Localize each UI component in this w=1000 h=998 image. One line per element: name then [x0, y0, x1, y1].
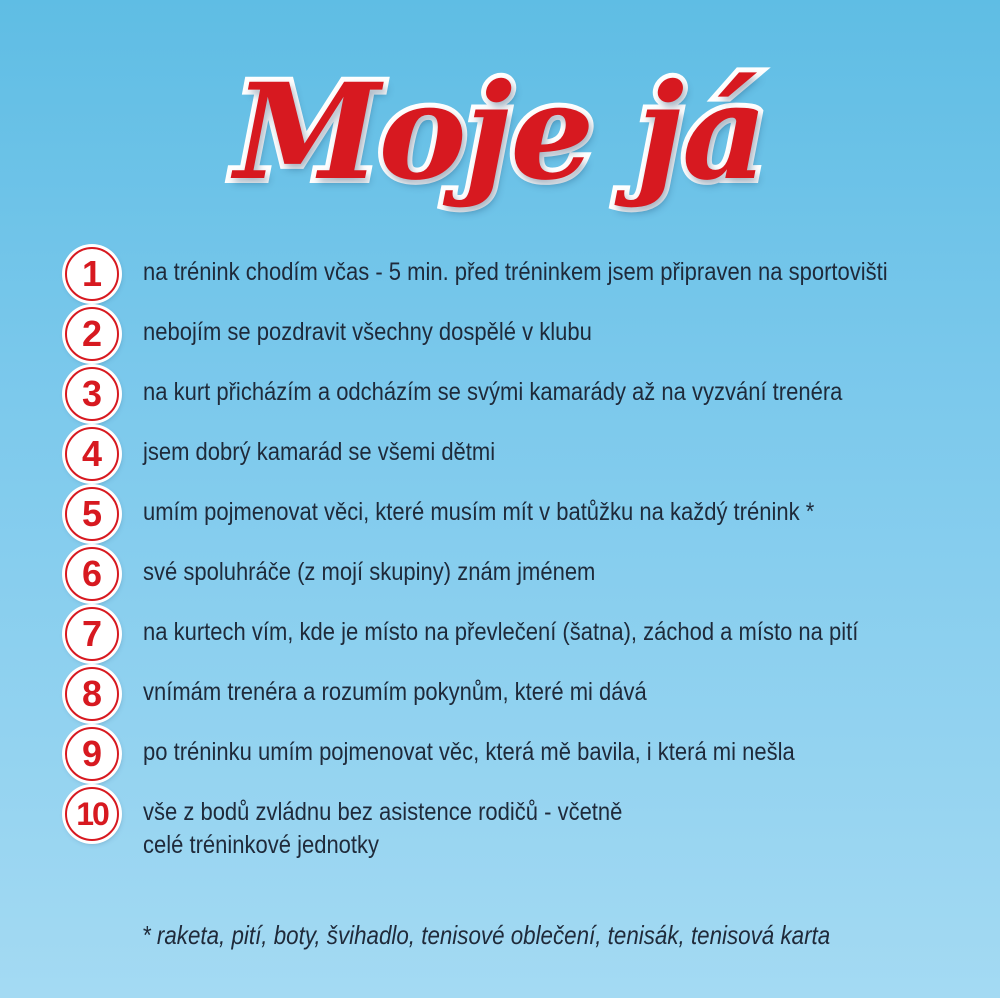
- list-item-text: na kurtech vím, kde je místo na převlečení (šatna), záchod a místo na pití: [143, 618, 859, 646]
- number-badge: 9: [65, 727, 119, 781]
- page-title: Moje já: [234, 55, 766, 210]
- number-badge: 5: [65, 487, 119, 541]
- number-badge: 7: [65, 607, 119, 661]
- number-badge: 10: [65, 787, 119, 841]
- number-badge: 8: [65, 667, 119, 721]
- list-item-text: své spoluhráče (z mojí skupiny) znám jménem: [143, 558, 596, 586]
- footnote: * raketa, pití, boty, švihadlo, tenisové oblečení, tenisák, tenisová karta: [142, 920, 831, 950]
- list-item-text: po tréninku umím pojmenovat věc, která mě bavila, i která mi nešla: [143, 738, 795, 766]
- number-badge: 6: [65, 547, 119, 601]
- list-item-text: na kurt přicházím a odcházím se svými kamarády až na vyzvání trenéra: [143, 378, 843, 406]
- number-badge: 4: [65, 427, 119, 481]
- list-item-text: vnímám trenéra a rozumím pokynům, které mi dává: [143, 678, 647, 706]
- number-badge: 2: [65, 307, 119, 361]
- list-item-text-line1: vše z bodů zvládnu bez asistence rodičů - včetně: [143, 798, 623, 826]
- list-item-text: nebojím se pozdravit všechny dospělé v klubu: [143, 318, 592, 346]
- list-item-text: na trénink chodím včas - 5 min. před tréninkem jsem připraven na sportovišti: [143, 258, 888, 286]
- list-item-text: umím pojmenovat věci, které musím mít v batůžku na každý trénink *: [143, 498, 815, 526]
- list-item-text: jsem dobrý kamarád se všemi dětmi: [143, 438, 496, 466]
- list-item-text: [143, 796, 882, 862]
- list-item-text-line2: celé tréninkové jednotky: [143, 831, 380, 859]
- number-badge: 1: [65, 247, 119, 301]
- number-badge: 3: [65, 367, 119, 421]
